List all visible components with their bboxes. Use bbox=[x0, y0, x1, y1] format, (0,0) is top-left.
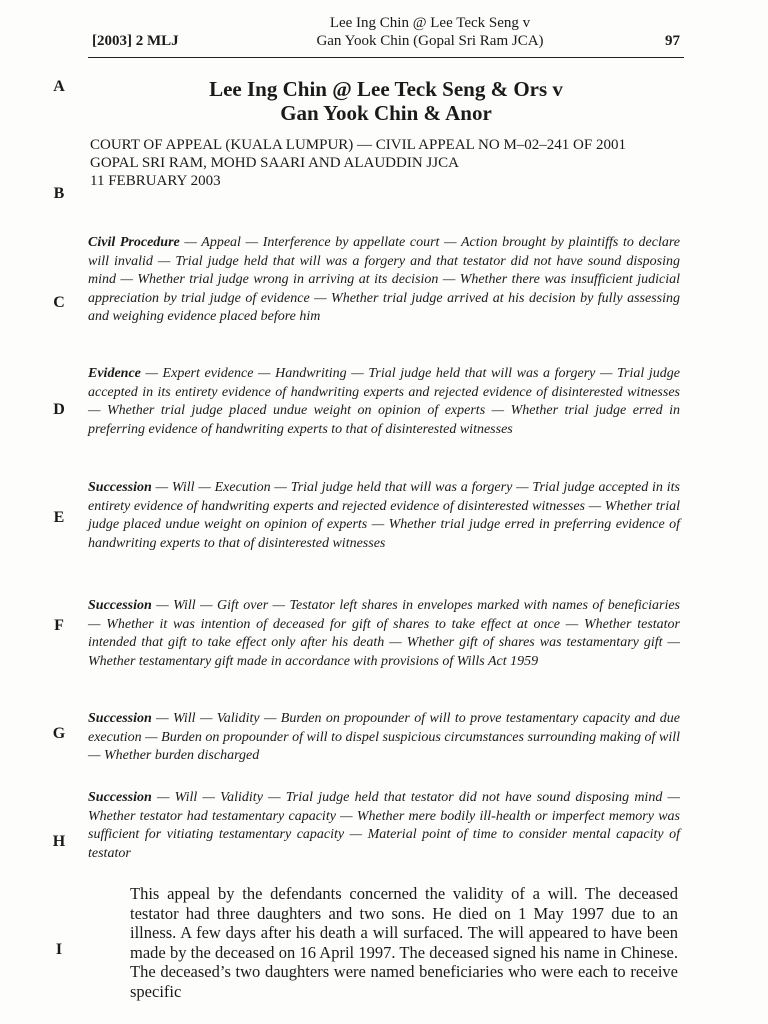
case-title bbox=[90, 77, 682, 125]
catchword-text: — Appeal — Interference by appellate court — Action brought by plaintiffs to declare will invalid — Trial judge held that will was a forgery and that testator did not have sound disposing mind — Whether trial judge wrong in arriving at its decision — Whether there was insufficient judicial appreciation by trial judge of evidence — Whether trial judge arrived at his decision by fully assessing and weighing evidence placed before him bbox=[88, 235, 680, 325]
catchword-text: — Expert evidence — Handwriting — Trial judge held that will was a forgery — Trial judge accepted in its entirety evidence of handwriting experts and rejected evidence of disinterested witnesses — Whether trial judge placed undue weight on opinion of experts — Whether trial judge erred in preferring evidence of handwriting experts to that of disinterested witnesses bbox=[88, 366, 680, 437]
margin-letter-d: D bbox=[53, 401, 65, 418]
catchword-lead: Succession bbox=[88, 711, 152, 726]
catchword-text: — Will — Validity — Burden on propounder of will to prove testamentary capacity and due execution — Burden on propounder of will to dispel suspicious circumstances surrounding making of will — Whether burden discharged bbox=[88, 711, 680, 764]
margin-letter-i: I bbox=[55, 941, 63, 958]
catchword-text: — Will — Validity — Trial judge held that testator did not have sound disposing mind — Whether testator had testamentary capacity — Whether mere bodily ill-health or imperfect memory was sufficient for vitiating testamentary capacity — Material point of time to consider mental capacity of testator bbox=[88, 790, 680, 861]
margin-letter-h: H bbox=[52, 833, 66, 850]
margin-letter-f: F bbox=[54, 617, 64, 634]
running-header-case-line-1: Lee Ing Chin @ Lee Teck Seng v bbox=[329, 15, 531, 31]
catchword-text: — Will — Gift over — Testator left shares in envelopes marked with names of beneficiaries — Whether it was intention of deceased for gift of shares to take effect at once — Whether testator intended that gift to take effect only after his death — Whether gift of shares was testamentary gift — Whether testamentary gift made in accordance with provisions of Wills Act 1959 bbox=[88, 598, 680, 669]
court-details bbox=[90, 136, 682, 190]
catchword-lead: Succession bbox=[88, 480, 152, 495]
catchword-succession-validity-burden bbox=[88, 710, 680, 766]
case-title-line-2: Gan Yook Chin & Anor bbox=[280, 101, 492, 125]
judges-line: GOPAL SRI RAM, MOHD SAARI AND ALAUDDIN JJCA bbox=[90, 155, 459, 171]
catchword-text: — Will — Execution — Trial judge held that will was a forgery — Trial judge accepted in its entirety evidence of handwriting experts and rejected evidence of disinterested witnesses — Whether trial judge placed undue weight on opinion of experts — Whether trial judge erred in preferring evidence of handwriting experts to that of disinterested witnesses bbox=[88, 480, 680, 551]
case-title-line-1: Lee Ing Chin @ Lee Teck Seng & Ors v bbox=[209, 77, 563, 101]
catchword-succession-validity-capacity bbox=[88, 789, 680, 863]
page-number: 97 bbox=[665, 33, 680, 49]
catchword-evidence bbox=[88, 365, 680, 439]
margin-letter-b: B bbox=[53, 185, 65, 202]
catchword-succession-execution bbox=[88, 479, 680, 553]
headnote-paragraph: This appeal by the defendants concerned the validity of a will. The deceased testator had three daughters and two sons. He died on 1 May 1997 due to an illness. A few days after his death a will surfaced. The will appeared to have been made by the deceased on 16 April 1997. The deceased signed his name in Chinese. The deceased’s two daughters were named beneficiaries who were each to receive specific bbox=[130, 884, 678, 1001]
catchword-lead: Civil Procedure bbox=[88, 235, 180, 250]
catchword-lead: Succession bbox=[88, 598, 152, 613]
header-rule bbox=[88, 57, 684, 58]
margin-letter-e: E bbox=[53, 509, 65, 526]
catchword-lead: Succession bbox=[88, 790, 152, 805]
running-header-citation: [2003] 2 MLJ bbox=[92, 33, 179, 49]
margin-letter-a: A bbox=[53, 78, 65, 95]
running-header-case-line-2: Gan Yook Chin (Gopal Sri Ram JCA) bbox=[316, 33, 544, 49]
catchword-civil-procedure bbox=[88, 234, 680, 327]
catchword-succession-gift-over bbox=[88, 597, 680, 671]
court-line: COURT OF APPEAL (KUALA LUMPUR) — CIVIL APPEAL NO M–02–241 OF 2001 bbox=[90, 137, 626, 153]
decision-date: 11 FEBRUARY 2003 bbox=[90, 173, 221, 189]
catchword-lead: Evidence bbox=[88, 366, 141, 381]
margin-letter-g: G bbox=[52, 725, 66, 742]
margin-letter-c: C bbox=[53, 294, 65, 311]
